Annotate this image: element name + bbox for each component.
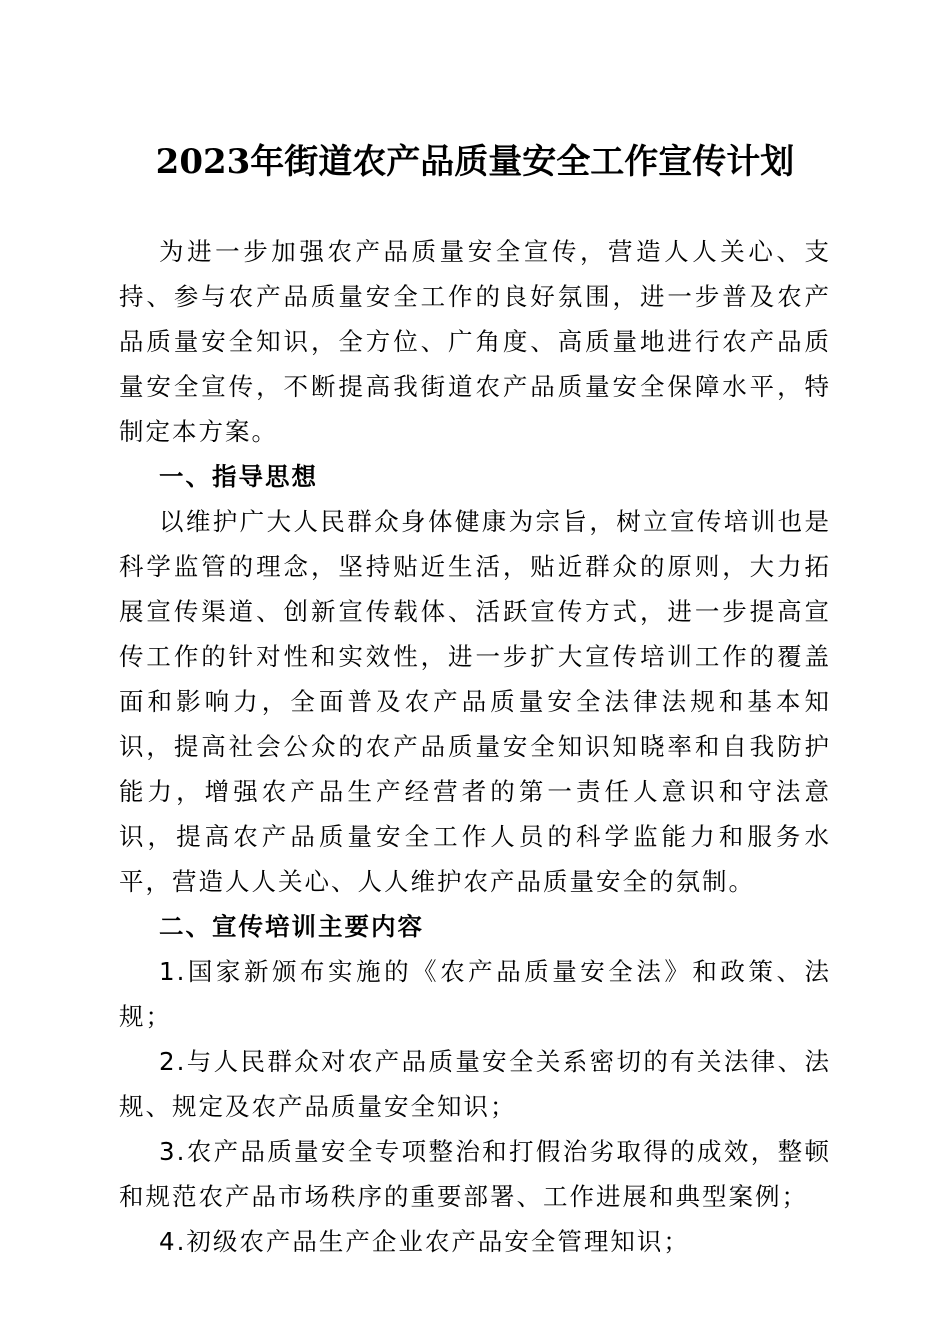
content-item-4: 4.初级农产品生产企业农产品安全管理知识； [159, 1227, 690, 1256]
content-item-2: 2.与人民群众对农产品质量安全关系密切的有关法律、法规、规定及农产品质量安全知识； [119, 1047, 831, 1121]
document-title: 2023年街道农产品质量安全工作宣传计划 [155, 142, 795, 182]
section-heading-guiding-ideology: 一、指导思想 [159, 462, 318, 491]
section-heading-main-content: 二、宣传培训主要内容 [159, 912, 424, 941]
content-item-1: 1.国家新颁布实施的《农产品质量安全法》和政策、法规； [119, 957, 831, 1031]
guiding-ideology-paragraph: 以维护广大人民群众身体健康为宗旨，树立宣传培训也是科学监管的理念，坚持贴近生活，贴近群众的原则，大力拓展宣传渠道、创新宣传载体、活跃宣传方式，进一步提高宣传工作的针对性和实效性，进一步扩大宣传培训工作的覆盖面和影响力，全面普及农产品质量安全法律法规和基本知识，提高社会公众的农产品质量安全知识知晓率和自我防护能力，增强农产品生产经营者的第一责任人意识和守法意识，提高农产品质量安全工作人员的科学监能力和服务水平，营造人人关心、人人维护农产品质量安全的氛制。 [119, 507, 831, 896]
intro-paragraph: 为进一步加强农产品质量安全宣传，营造人人关心、支持、参与农产品质量安全工作的良好氛围，进一步普及农产品质量安全知识，全方位、广角度、高质量地进行农产品质量安全宣传，不断提高我街道农产品质量安全保障水平，特制定本方案。 [119, 237, 831, 446]
content-item-3: 3.农产品质量安全专项整治和打假治劣取得的成效，整顿和规范农产品市场秩序的重要部署、工作进展和典型案例； [119, 1137, 831, 1211]
document-body [119, 229, 831, 1264]
